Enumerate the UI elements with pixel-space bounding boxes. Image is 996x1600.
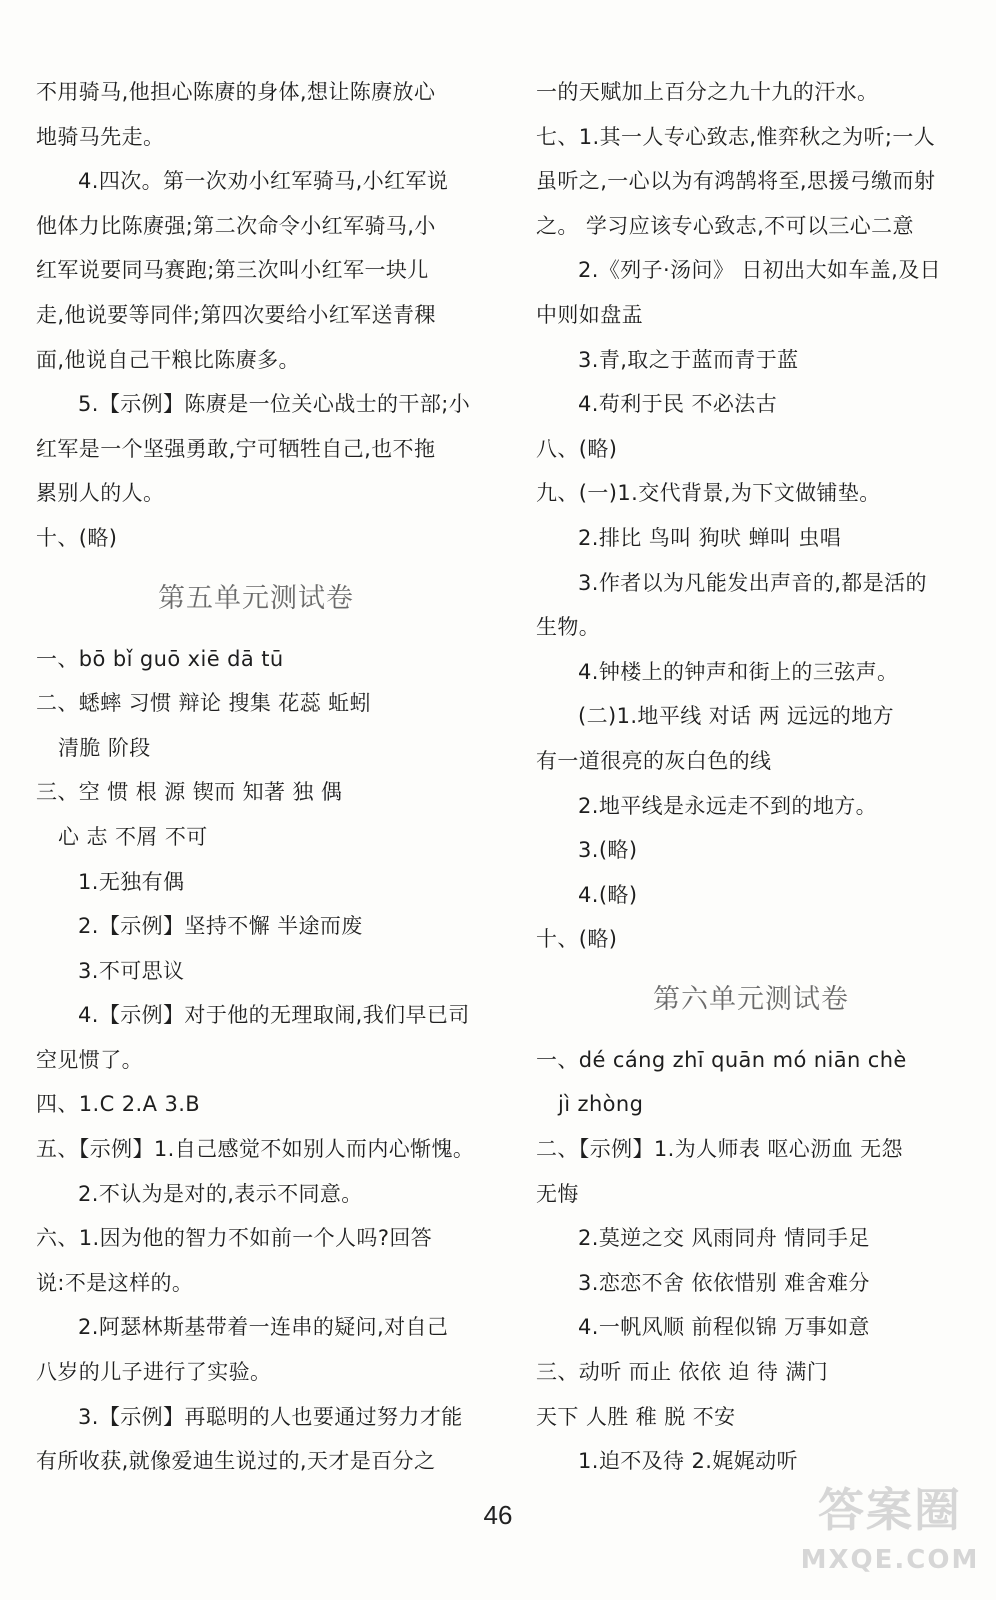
answer-line: 空见惯了。 bbox=[36, 1047, 143, 1072]
answer-line: 3.青,取之于蓝而青于蓝 bbox=[578, 347, 799, 372]
answer-line: 3.恋恋不舍 依依惜别 难舍难分 bbox=[578, 1270, 870, 1295]
answer-line: 五、【示例】1.自己感觉不如别人而内心惭愧。 bbox=[36, 1137, 475, 1162]
section-title: 第五单元测试卷 bbox=[158, 582, 354, 614]
answer-line: 九、(一)1.交代背景,为下文做铺垫。 bbox=[536, 481, 881, 506]
answer-line: 天下 人胜 稚 脱 不安 bbox=[536, 1404, 736, 1429]
answer-line: 累别人的人。 bbox=[36, 481, 165, 506]
answer-line: 4.一帆风顺 前程似锦 万事如意 bbox=[578, 1315, 870, 1340]
answer-line: 六、1.因为他的智力不如前一个人吗?回答 bbox=[36, 1226, 433, 1251]
section-title: 第六单元测试卷 bbox=[653, 983, 849, 1015]
answer-line: 3.作者以为凡能发出声音的,都是活的 bbox=[578, 570, 927, 595]
watermark-top-text: 答案圈 bbox=[818, 1483, 962, 1537]
answer-line: 虽听之,一心以为有鸿鹄将至,思援弓缴而射 bbox=[536, 169, 936, 194]
answer-line: 2.《列子·汤问》 日初出大如车盖,及日 bbox=[578, 258, 942, 283]
answer-line: 四、1.C 2.A 3.B bbox=[36, 1092, 201, 1117]
page-number: 46 bbox=[483, 1500, 513, 1530]
answer-line: 十、(略) bbox=[536, 927, 618, 952]
answer-line: 之。 学习应该专心致志,不可以三心二意 bbox=[536, 213, 914, 238]
answer-line: 3.不可思议 bbox=[78, 958, 185, 983]
answer-line: 地骑马先走。 bbox=[36, 124, 165, 149]
answer-line: 三、动听 而止 依依 迫 待 满门 bbox=[536, 1360, 829, 1385]
answer-line: 2.莫逆之交 风雨同舟 情同手足 bbox=[578, 1226, 870, 1251]
answer-line: 七、1.其一人专心致志,惟弈秋之为听;一人 bbox=[536, 124, 936, 149]
answer-line: 十、(略) bbox=[36, 525, 118, 550]
answer-line: 说:不是这样的。 bbox=[36, 1270, 194, 1295]
right-column bbox=[536, 70, 966, 1484]
answer-line: 中则如盘盂 bbox=[536, 302, 643, 327]
answer-line: 一的天赋加上百分之九十九的汗水。 bbox=[536, 80, 879, 104]
answer-line: 1.迫不及待 2.娓娓动听 bbox=[578, 1449, 798, 1474]
answer-line: 2.地平线是永远走不到的地方。 bbox=[578, 793, 878, 818]
answer-line: 2.【示例】坚持不懈 半途而废 bbox=[78, 914, 363, 939]
answer-line: 有一道很亮的灰白色的线 bbox=[536, 748, 772, 773]
answer-line: 二、【示例】1.为人师表 呕心沥血 无怨 bbox=[536, 1137, 903, 1162]
answer-line: 不用骑马,他担心陈赓的身体,想让陈赓放心 bbox=[36, 80, 436, 104]
answer-line: 5.【示例】陈赓是一位关心战士的干部;小 bbox=[78, 392, 471, 417]
left-column bbox=[36, 70, 476, 1484]
watermark-logo bbox=[790, 1480, 990, 1596]
answer-line: 4.(略) bbox=[578, 882, 638, 907]
answer-line: 4.钟楼上的钟声和街上的三弦声。 bbox=[578, 659, 899, 684]
answer-line: 2.不认为是对的,表示不同意。 bbox=[78, 1181, 363, 1206]
answer-line: 无悔 bbox=[536, 1181, 579, 1206]
answer-line: 2.阿瑟林斯基带着一连串的疑问,对自己 bbox=[78, 1315, 449, 1340]
answer-line: 清脆 阶段 bbox=[58, 735, 151, 760]
answer-line: 红军说要同马赛跑;第三次叫小红军一块儿 bbox=[36, 258, 429, 283]
answer-line: 2.排比 鸟叫 狗吠 蝉叫 虫唱 bbox=[578, 525, 842, 550]
answer-line: 4.四次。第一次劝小红军骑马,小红军说 bbox=[78, 169, 449, 194]
answer-line: 走,他说要等同伴;第四次要给小红军送青稞 bbox=[36, 302, 436, 327]
answer-line: 二、蟋蟀 习惯 辩论 搜集 花蕊 蚯蚓 bbox=[36, 691, 371, 716]
watermark-bottom-text: MXQE.COM bbox=[800, 1545, 980, 1575]
answer-line: 三、空 惯 根 源 锲而 知著 独 偶 bbox=[36, 780, 343, 805]
answer-line: 1.无独有偶 bbox=[78, 869, 185, 894]
answer-line: 心 志 不屑 不可 bbox=[58, 824, 208, 849]
answer-line: 4.苟利于民 不必法古 bbox=[578, 392, 778, 417]
answer-line: 一、bō bǐ guō xiē dā tū bbox=[36, 646, 284, 671]
answer-line: 面,他说自己干粮比陈赓多。 bbox=[36, 347, 300, 372]
answer-line: 八、(略) bbox=[536, 436, 618, 461]
answer-line: 生物。 bbox=[536, 615, 601, 640]
answer-line: 一、dé cáng zhī quān mó niān chè bbox=[536, 1047, 907, 1072]
answer-line: 红军是一个坚强勇敢,宁可牺牲自己,也不拖 bbox=[36, 436, 436, 461]
answer-line: jì zhòng bbox=[558, 1092, 644, 1117]
answer-line: 八岁的儿子进行了实验。 bbox=[36, 1360, 272, 1385]
answer-line: (二)1.地平线 对话 两 远远的地方 bbox=[578, 704, 895, 729]
answer-line: 3.(略) bbox=[578, 838, 638, 863]
answer-line: 4.【示例】对于他的无理取闹,我们早已司 bbox=[78, 1003, 470, 1028]
answer-line: 他体力比陈赓强;第二次命令小红军骑马,小 bbox=[36, 213, 436, 238]
answer-line: 有所收获,就像爱迪生说过的,天才是百分之 bbox=[36, 1449, 436, 1474]
answer-line: 3.【示例】再聪明的人也要通过努力才能 bbox=[78, 1404, 463, 1429]
